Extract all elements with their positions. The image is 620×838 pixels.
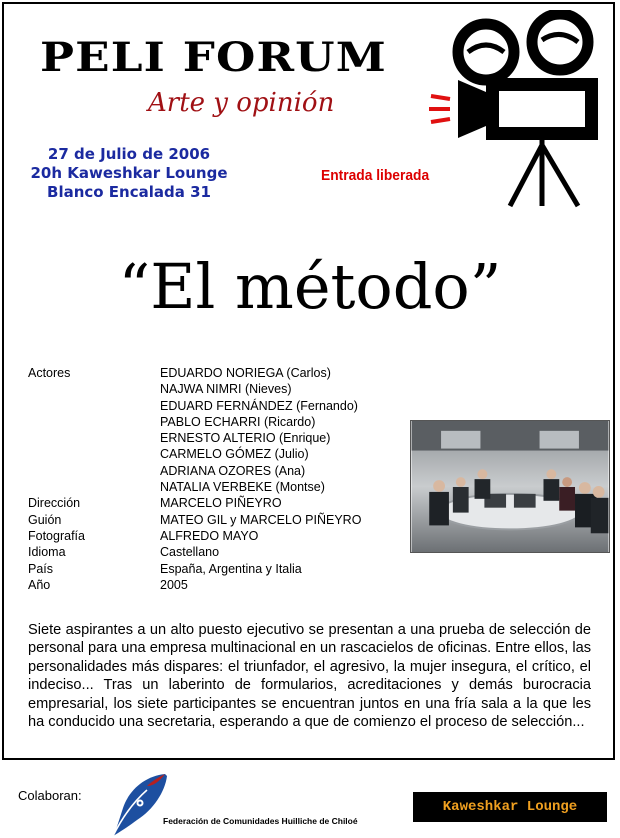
credit-row-idioma (28, 544, 361, 560)
film-still-photo (410, 420, 610, 553)
guion-label: Guión (28, 512, 62, 527)
colaboran-label: Colaboran: (18, 788, 82, 803)
feather-logo-icon (107, 770, 177, 838)
fotografia-value: ALFREDO MAYO (160, 528, 259, 543)
direccion-value: MARCELO PIÑEYRO (160, 496, 282, 511)
kaweshkar-lounge-badge (413, 792, 607, 822)
event-info (10, 145, 248, 202)
fotografia-label: Fotografía (28, 528, 85, 543)
synopsis-text: Siete aspirantes a un alto puesto ejecutivo se presentan a una prueba de selección de personal para una empresa multinacional en un rascacielos de oficinas. Entre ellos, las personalidades más dispares: el triunfador, el agresivo, la mujer insegura, el crítico, el indeciso... Tras un laberinto de formularios, acreditaciones y demás burocracia empresarial, los siete participantes se encuentran juntos en una fría sala a la que les ha conducido una secretaria, esperando a que de comienzo el proceso de selección... (28, 622, 591, 731)
pais-value: España, Argentina y Italia (160, 561, 302, 576)
guion-value: MATEO GIL y MARCELO PIÑEYRO (160, 512, 362, 527)
event-date: 27 de Julio de 2006 (47, 145, 211, 163)
entrada-liberada: Entrada liberada (321, 167, 430, 184)
credit-row-pais (28, 561, 361, 577)
pais-label: País (28, 561, 54, 576)
actor-item: EDUARD FERNÁNDEZ (Fernando) (160, 398, 358, 413)
actores-label: Actores (28, 366, 71, 380)
event-subtitle: Arte y opinión (148, 88, 335, 118)
credit-row-guion (28, 512, 361, 528)
actor-item: ADRIANA OZORES (Ana) (160, 463, 306, 478)
anio-value: 2005 (160, 577, 188, 592)
film-camera-icon (428, 10, 608, 210)
credits-table (28, 365, 361, 593)
credit-row-direccion (28, 495, 361, 511)
idioma-label: Idioma (28, 545, 66, 560)
actores-list (160, 365, 358, 495)
actor-item: NAJWA NIMRI (Nieves) (160, 382, 292, 397)
direccion-label: Dirección (28, 496, 81, 511)
film-title: “El método” (118, 250, 502, 323)
credit-row-actores (28, 365, 361, 495)
actor-item: PABLO ECHARRI (Ricardo) (160, 414, 316, 429)
credit-row-fotografia (28, 528, 361, 544)
event-address: Blanco Encalada 31 (47, 183, 211, 201)
event-time-place: 20h Kaweshkar Lounge (30, 164, 228, 182)
actor-item: EDUARDO NORIEGA (Carlos) (160, 366, 331, 380)
credit-row-anio (28, 577, 361, 593)
actor-item: NATALIA VERBEKE (Montse) (160, 480, 325, 495)
anio-label: Año (28, 577, 51, 592)
event-title: PELI FORUM (40, 34, 387, 81)
actor-item: ERNESTO ALTERIO (Enrique) (160, 431, 331, 446)
idioma-value: Castellano (160, 545, 220, 560)
federacion-name: Federación de Comunidades Huilliche de Chiloé (163, 816, 358, 826)
kaweshkar-lounge-text: Kaweshkar Lounge (442, 799, 578, 815)
actor-item: CARMELO GÓMEZ (Julio) (160, 447, 309, 462)
